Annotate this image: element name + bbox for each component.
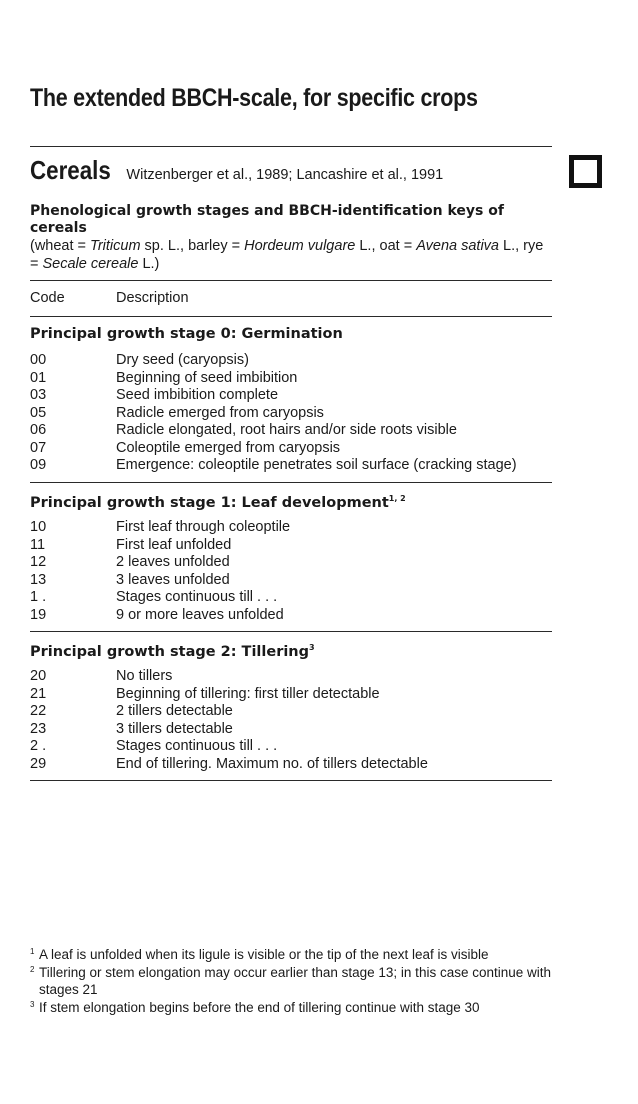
stage-2-rows [30, 668, 570, 773]
stage-2-title [30, 643, 315, 660]
table-row [30, 387, 570, 405]
footnote-text: If stem elongation begins before the end of tillering continue with stage 30 [39, 999, 480, 1015]
species-latin-oat: Avena sativa [416, 238, 499, 254]
table-row [30, 589, 570, 607]
table-row [30, 668, 570, 686]
table-row [30, 422, 570, 440]
species-text: (wheat = [30, 238, 91, 254]
row-code: 05 [30, 404, 47, 421]
row-description: Stages continuous till . . . [116, 738, 278, 754]
header-divider [30, 280, 552, 281]
column-header-description: Description [116, 290, 189, 306]
footnote-text: A leaf is unfolded when its ligule is visible or the tip of the next leaf is visible [39, 947, 489, 962]
row-description: Seed imbibition complete [116, 387, 279, 403]
row-description: No tillers [116, 668, 173, 684]
column-header-code: Code [30, 290, 65, 306]
stage-0-rows [30, 352, 570, 475]
row-description: Coleoptile emerged from caryopsis [116, 439, 341, 456]
row-description: 3 leaves unfolded [116, 571, 230, 588]
row-description: Dry seed (caryopsis) [116, 352, 249, 368]
crop-heading [30, 155, 443, 186]
row-description: Beginning of tillering: first tiller detectable [116, 685, 380, 702]
stage-title-text: Principal growth stage 2: Tillering [30, 643, 310, 660]
table-row [30, 352, 570, 370]
footnote-mark: 1 [30, 947, 35, 956]
species-latin-barley: Hordeum vulgare [244, 238, 356, 254]
footnotes [30, 946, 590, 1016]
column-header-divider [30, 316, 552, 317]
row-description: 2 tillers detectable [116, 703, 233, 719]
footnote-mark: 2 [30, 964, 35, 974]
footnote [30, 946, 590, 964]
row-code: 03 [30, 387, 47, 403]
row-code: 01 [30, 369, 47, 386]
row-code: 21 [30, 685, 47, 702]
row-description: Beginning of seed imbibition [116, 369, 298, 386]
row-code: 2 . [30, 738, 47, 754]
table-row [30, 537, 570, 555]
table-row [30, 686, 570, 704]
row-code: 09 [30, 457, 47, 473]
section-marker-square [569, 155, 602, 188]
table-row [30, 721, 570, 739]
stage-1-title [30, 494, 406, 511]
footnote-text: Tillering or stem elongation may occur earlier than stage 13; in this case continue with stages 21 [39, 964, 552, 997]
species-latin-rye: Secale cereale [42, 256, 139, 272]
row-code: 22 [30, 703, 47, 719]
row-code: 06 [30, 422, 47, 438]
table-row [30, 519, 570, 537]
row-description: Radicle emerged from caryopsis [116, 404, 324, 421]
stage-0-title [30, 326, 343, 342]
footnote [30, 964, 590, 999]
row-description: 2 leaves unfolded [116, 554, 230, 570]
species-text: L., rye = [30, 238, 544, 272]
table-row [30, 703, 570, 721]
species-list [30, 237, 555, 273]
species-latin-wheat: Triticum [90, 238, 141, 254]
row-description: Radicle elongated, root hairs and/or side roots visible [116, 422, 457, 438]
row-description: 3 tillers detectable [116, 720, 233, 737]
stage-1-rows [30, 519, 570, 624]
title-divider [30, 146, 552, 147]
row-description: First leaf unfolded [116, 536, 232, 553]
stage-divider [30, 631, 552, 632]
row-code: 07 [30, 439, 47, 456]
stage-title-text: Principal growth stage 0: Germination [30, 326, 343, 342]
footnote-mark: 3 [30, 999, 35, 1009]
table-end-divider [30, 780, 552, 781]
row-code: 19 [30, 606, 47, 623]
footnote-ref: 3 [309, 643, 315, 652]
table-row [30, 457, 570, 475]
row-code: 10 [30, 519, 47, 535]
row-code: 12 [30, 554, 47, 570]
table-row [30, 607, 570, 625]
row-description: End of tillering. Maximum no. of tillers detectable [116, 755, 428, 772]
table-row [30, 554, 570, 572]
crop-name: Cereals [30, 155, 111, 185]
row-code: 1 . [30, 589, 47, 605]
table-row [30, 572, 570, 590]
row-description: 9 or more leaves unfolded [116, 606, 284, 623]
table-row [30, 405, 570, 423]
table-row [30, 440, 570, 458]
row-code: 11 [30, 536, 46, 553]
row-code: 29 [30, 755, 47, 772]
species-text: L., oat = [355, 238, 417, 254]
row-description: First leaf through coleoptile [116, 519, 291, 535]
row-code: 00 [30, 352, 47, 368]
table-row [30, 756, 570, 774]
stage-divider [30, 482, 552, 483]
stage-title-text: Principal growth stage 1: Leaf development [30, 494, 389, 511]
species-text: sp. L., barley = [140, 238, 245, 254]
row-code: 23 [30, 720, 47, 737]
crop-references: Witzenberger et al., 1989; Lancashire et al., 1991 [126, 167, 444, 183]
page-title: The extended BBCH-scale, for specific crops [30, 84, 478, 112]
footnote-ref: 1, 2 [388, 494, 406, 503]
row-code: 13 [30, 571, 47, 588]
keys-title: Phenological growth stages and BBCH-identification keys of cereals [30, 203, 504, 236]
row-code: 20 [30, 668, 47, 684]
table-row [30, 370, 570, 388]
species-text: L.) [138, 256, 160, 272]
row-description: Emergence: coleoptile penetrates soil surface (cracking stage) [116, 457, 517, 473]
footnote [30, 999, 590, 1017]
row-description: Stages continuous till . . . [116, 589, 278, 605]
table-row [30, 738, 570, 756]
